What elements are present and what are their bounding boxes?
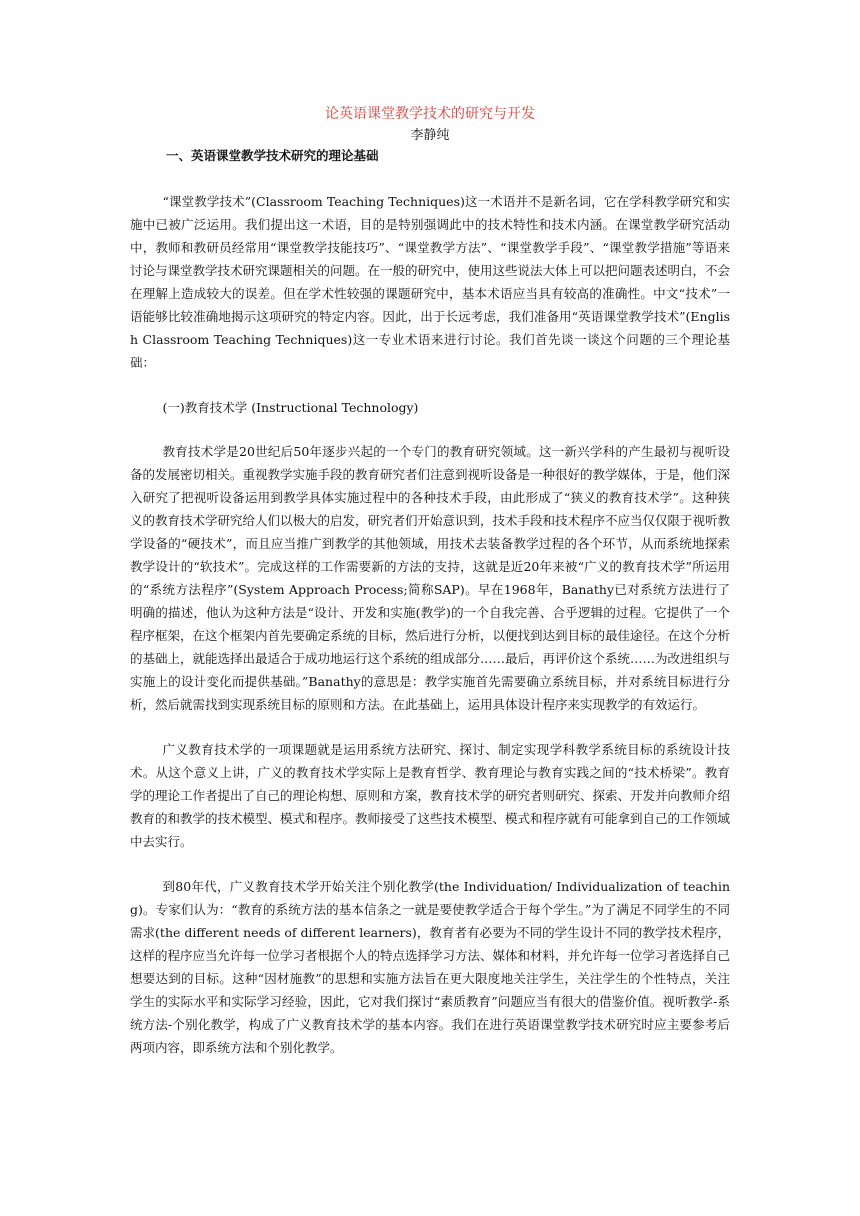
paragraph-intro: “课堂教学技术”(Classroom Teaching Techniques)这一术语并不是新名词，它在学科教学研究和实施中已被广泛运用。我们提出这一术语，目的是特别强调此中的技术特性和技术内涵。在课堂教学研究活动中，教师和教研员经常用“课堂教学技能技巧”、“课堂教学方法”、“课堂教学手段”、“课堂教学措施”等语来讨论与课堂教学技术研究课题相关的问题。在一般的研究中，使用这些说法大体上可以把问题表述明白，不会在理解上造成较大的误差。但在学术性较强的课题研究中，基本术语应当具有较高的准确性。中文“技术”一语能够比较准确地揭示这项研究的特定内容。因此，出于长远考虑，我们准备用“英语课堂教学技术”(English Classroom Teaching Techniques)这一专业术语来进行讨论。我们首先谈一谈这个问题的三个理论基础： bbox=[130, 194, 731, 370]
spacer bbox=[130, 166, 730, 190]
author-name: 李静纯 bbox=[410, 128, 450, 143]
document-title: 论英语课堂教学技术的研究与开发 bbox=[325, 106, 535, 122]
spacer bbox=[130, 853, 730, 875]
paragraph-individualization: 到80年代，广义教育技术学开始关注个别化教学(the Individuation/ Individualization of teaching)。专家们认为：“教育的系统方法的基本信条之一就是要使教学适合于每个学生。”为了满足不同学生的不同需求(the different needs of different learners)，教育者有必要为不同的学生设计不同的教学技术程序，这样的程序应当允许每一位学习者根据个人的特点选择学习方法、媒体和材料，并允许每一位学习者选择自己想要达到的目标。这种“因材施教”的思想和实施方法旨在更大限度地关注学生，关注学生的个性特点，关注学生的实际水平和实际学习经验，因此，它对我们探讨“素质教育”问题应当有很大的借鉴价值。视听教学-系统方法-个别化教学，构成了广义教育技术学的基本内容。我们在进行英语课堂教学技术研究时应主要参考后两项内容，即系统方法和个别化教学。 bbox=[130, 879, 731, 1055]
document-page bbox=[130, 104, 730, 1059]
paragraph-broad-technology: 广义教育技术学的一项课题就是运用系统方法研究、探讨、制定实现学科教学系统目标的系统设计技术。从这个意义上讲，广义的教育技术学实际上是教育哲学、教育理论与教育实践之间的“技术桥梁”。教育学的理论工作者提出了自己的理论构想、原则和方案，教育技术学的研究者则研究、探索、开发并向教师介绍教育的和教学的技术模型、模式和程序。教师接受了这些技术模型、模式和程序就有可能拿到自己的工作领域中去实行。 bbox=[130, 742, 731, 849]
subsection-heading: (一)教育技术学 (Instructional Technology) bbox=[162, 400, 419, 415]
spacer bbox=[130, 716, 730, 738]
spacer bbox=[130, 418, 730, 440]
paragraph-instructional-technology: 教育技术学是20世纪后50年逐步兴起的一个专门的教育研究领域。这一新兴学科的产生最初与视听设备的发展密切相关。重视教学实施手段的教育研究者们注意到视听设备是一种很好的教学媒体，于是，他们深入研究了把视听设备运用到教学具体实施过程中的各种技术手段，由此形成了“狭义的教育技术学”。这种狭义的教育技术学研究给人们以极大的启发，研究者们开始意识到，技术手段和技术程序不应当仅仅限于视听教学设备的“硬技术”，而且应当推广到教学的其他领域，用技术去装备教学过程的各个环节，从而系统地探索教学设计的“软技术”。完成这样的工作需要新的方法的支持，这就是近20年来被“广义的教育技术学”所运用的“系统方法程序”(System Approach Process;简称SAP)。早在1968年，Banathy已对系统方法进行了明确的描述，他认为这种方法是“设计、开发和实施(教学)的一个自我完善、合乎逻辑的过程。它提供了一个程序框架，在这个框架内首先要确定系统的目标，然后进行分析，以便找到达到目标的最佳途径。在这个分析的基础上，就能选择出最适合于成功地运行这个系统的组成部分……最后，再评价这个系统……为改进组织与实施上的设计变化而提供基础。”Banathy的意思是：教学实施首先需要确立系统目标，并对系统目标进行分析，然后就需找到实现系统目标的原则和方法。在此基础上，运用具体设计程序来实现教学的有效运行。 bbox=[130, 444, 731, 712]
section-heading: 一、英语课堂教学技术研究的理论基础 bbox=[166, 148, 379, 163]
spacer bbox=[130, 374, 730, 398]
